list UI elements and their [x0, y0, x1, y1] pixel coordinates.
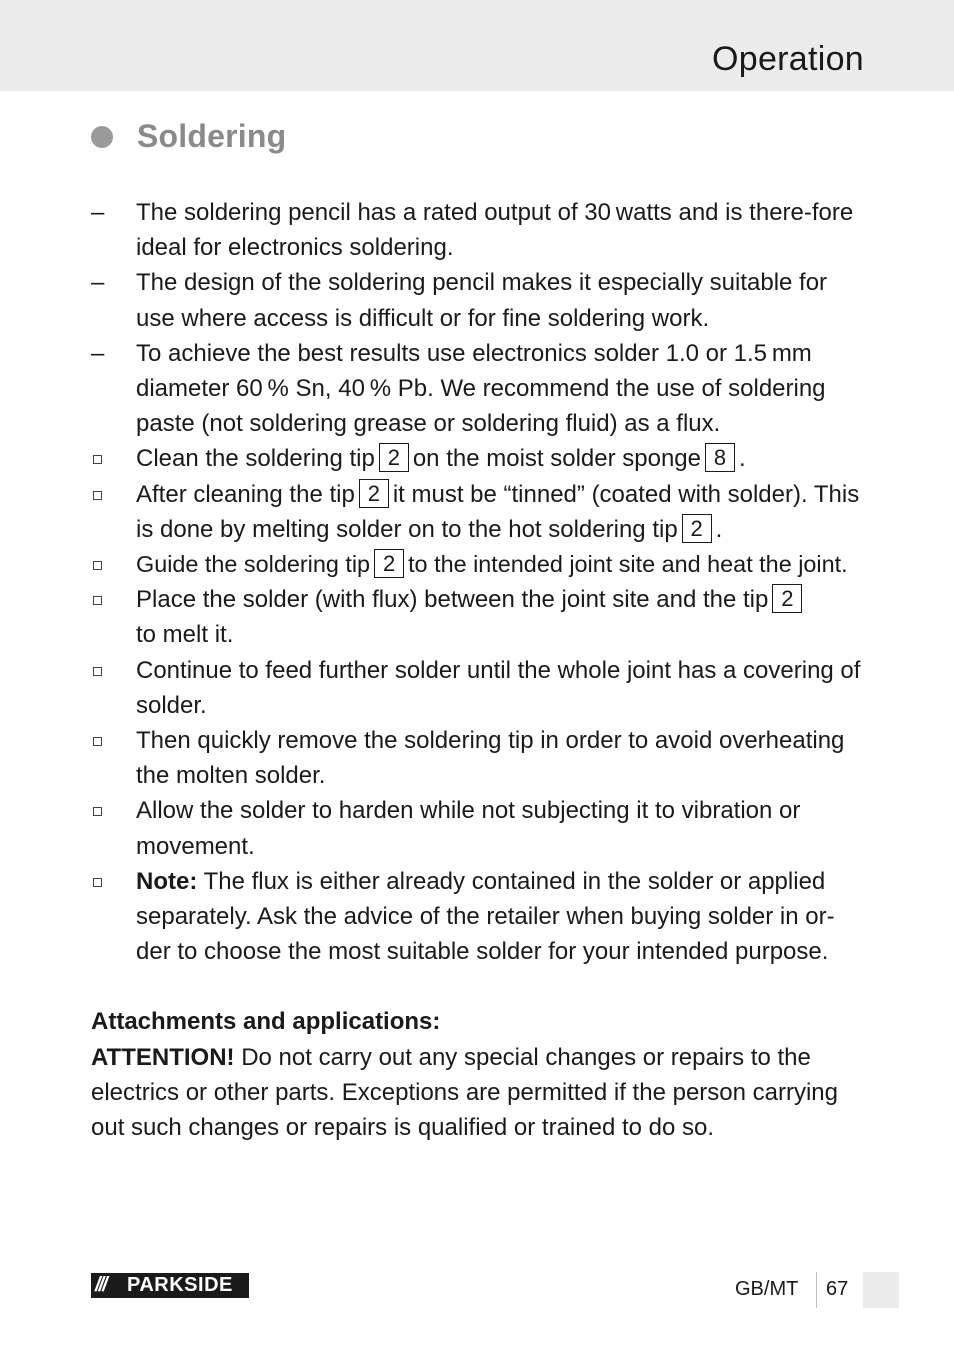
step-text: Then quickly remove the soldering tip in order to avoid overheating the molten solder. — [136, 727, 845, 790]
step-item — [91, 582, 866, 652]
attention-paragraph — [91, 1040, 866, 1146]
checkbox-square-icon — [91, 441, 136, 476]
dash-icon — [91, 265, 136, 300]
step-text: Allow the solder to harden while not subjecting it to vibration or movement. — [136, 797, 801, 860]
parkside-logo — [91, 1273, 249, 1298]
step-text-part: to the intended joint site and heat the joint. — [408, 551, 848, 578]
dash-item-text: To achieve the best results use electronics solder 1.0 or 1.5 mm diameter 60 % Sn, 40 % Pb. We recommend the use of soldering paste (not soldering grease or soldering fluid) as a flux. — [136, 339, 826, 438]
part-ref-badge: 2 — [374, 549, 404, 578]
attachments-heading: Attachments and applications: — [91, 1008, 441, 1036]
checkbox-square-icon — [91, 653, 136, 688]
part-ref-badge: 8 — [705, 443, 735, 472]
note-text — [136, 864, 866, 970]
step-text-part: it must be “tinned” (coated with solder). This is done by melting solder on to the hot soldering tip — [136, 480, 860, 543]
dash-item-text: The design of the soldering pencil makes it especially suitable for use where access is difficult or for fine soldering work. — [136, 269, 828, 332]
step-item — [91, 793, 866, 863]
attention-text: Do not carry out any special changes or repairs to the electrics or other parts. Exceptions are permitted if the person carrying out such changes or repairs is qualified or trained to do so. — [91, 1043, 838, 1142]
part-ref-badge: 2 — [772, 584, 802, 613]
section-title: Soldering — [137, 118, 287, 154]
footer-divider — [816, 1272, 817, 1308]
step-text-part: . — [715, 515, 723, 543]
checkbox-square-icon — [91, 477, 136, 512]
step-item — [91, 547, 866, 582]
step-text — [136, 441, 866, 476]
page-title: Operation — [711, 40, 864, 78]
logo-slashes: /// — [95, 1274, 106, 1296]
part-ref-badge: 2 — [682, 514, 712, 543]
step-text-part: Place the solder (with flux) between the joint site and the tip — [136, 586, 769, 614]
footer-tab — [863, 1272, 899, 1308]
note-label: Note: — [136, 867, 198, 895]
dash-item — [91, 336, 866, 442]
instructions-body — [91, 195, 866, 1145]
step-text — [136, 547, 866, 582]
page-number: 67 — [826, 1278, 849, 1300]
dash-item — [91, 265, 866, 335]
logo-text: PARKSIDE — [127, 1274, 233, 1296]
checkbox-square-icon — [91, 582, 136, 617]
attention-label: ATTENTION! — [91, 1043, 235, 1071]
checkbox-square-icon — [91, 547, 136, 582]
dash-icon — [91, 195, 136, 230]
step-item — [91, 441, 866, 476]
part-ref-badge: 2 — [359, 479, 389, 508]
checkbox-square-icon — [91, 864, 136, 899]
step-text-part: After cleaning the tip — [136, 480, 355, 508]
step-text — [136, 582, 866, 652]
step-text-part: to melt it. — [136, 621, 234, 649]
step-text-part: on the moist solder sponge — [412, 445, 702, 473]
step-text-part: Guide the soldering tip — [136, 551, 371, 578]
step-text — [136, 477, 866, 547]
dash-item-text: The soldering pencil has a rated output of 30 watts and is there-fore ideal for electronics soldering. — [136, 199, 854, 262]
checkbox-square-icon — [91, 723, 136, 758]
step-text-part: Clean the soldering tip — [136, 445, 375, 473]
dash-icon — [91, 336, 136, 371]
step-text-part: . — [739, 445, 746, 473]
step-item — [91, 653, 866, 723]
part-ref-badge: 2 — [379, 443, 409, 472]
note-item — [91, 864, 866, 970]
dash-item — [91, 195, 866, 265]
step-item — [91, 723, 866, 793]
step-text: Continue to feed further solder until the whole joint has a covering of solder. — [136, 656, 861, 719]
section-heading — [91, 118, 286, 155]
language-code: GB/MT — [735, 1278, 799, 1300]
note-body: The flux is either already contained in the solder or applied separately. Ask the advice of the retailer when buying solder in or-der to choose the most suitable solder for your intended purpose. — [136, 867, 835, 966]
step-item — [91, 477, 866, 547]
checkbox-square-icon — [91, 793, 136, 828]
bullet-dot-icon — [91, 126, 113, 148]
